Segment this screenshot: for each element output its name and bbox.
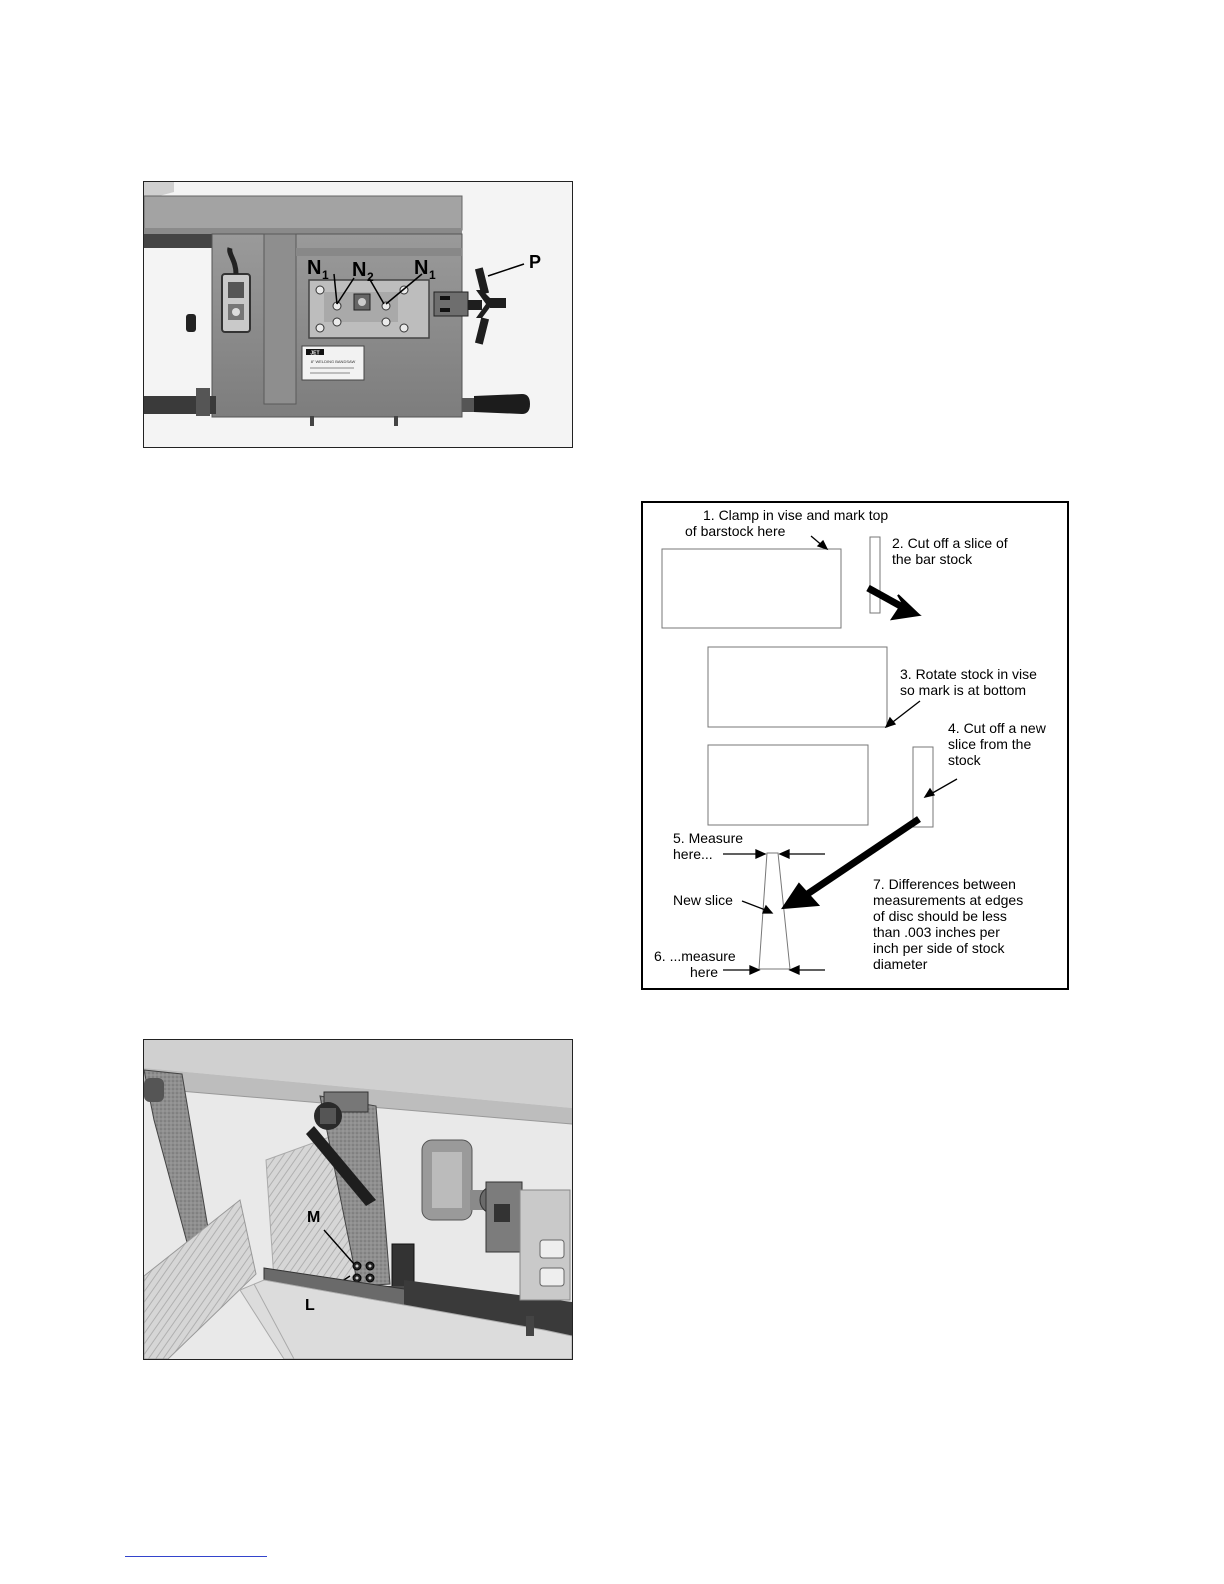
label-n2-sub: 2 <box>367 270 374 284</box>
step4-text-line3: stock <box>948 752 981 768</box>
label-l: L <box>305 1297 315 1314</box>
label-m: M <box>307 1209 321 1226</box>
bandsaw-head-photo <box>143 181 573 448</box>
step3-text-line2: so mark is at bottom <box>900 682 1027 698</box>
slice-2 <box>913 747 933 827</box>
blade-guide-photo <box>143 1039 573 1360</box>
step6-text-line2: here <box>690 964 719 980</box>
label-n2: N <box>352 259 367 281</box>
step7-text-line4: than .003 inches per <box>873 924 1000 940</box>
blade-guide-illustration <box>144 1040 572 1359</box>
barstock-2 <box>708 745 868 825</box>
label-n1-left-sub: 1 <box>322 268 329 282</box>
step7-text-line6: diameter <box>873 956 928 972</box>
nameplate-text: 8" WELDING BANDSAW <box>310 359 356 364</box>
label-n1-right-sub: 1 <box>429 268 436 282</box>
barstock-1 <box>662 549 841 628</box>
slice-1 <box>870 537 880 613</box>
step7-text-line2: measurements at edges <box>873 892 1024 908</box>
blade-square-test-diagram <box>641 501 1069 990</box>
new-slice-label: New slice <box>673 892 733 908</box>
label-p: P <box>529 252 542 272</box>
step1-text-line2: of barstock here <box>685 523 786 539</box>
step4-text-line2: slice from the <box>948 736 1032 752</box>
step4-text-line1: 4. Cut off a new <box>948 720 1046 736</box>
barstock-rotated <box>708 647 887 727</box>
diagram-drawing <box>643 503 1067 988</box>
step1-text-line1: 1. Clamp in vise and mark top <box>703 507 889 523</box>
step7-text-line5: inch per side of stock <box>873 940 1005 956</box>
step7-text-line1: 7. Differences between <box>873 876 1016 892</box>
nameplate-logo: JET <box>310 350 320 357</box>
step7-text-line3: of disc should be less <box>873 908 1007 924</box>
bandsaw-head-illustration <box>144 182 572 447</box>
step6-text-line1: 6. ...measure <box>654 948 736 964</box>
label-n1-left: N <box>307 257 322 279</box>
step5-text-line1: 5. Measure <box>673 830 744 846</box>
footer-rule <box>125 1556 267 1557</box>
step2-text-line1: 2. Cut off a slice of <box>892 535 1008 551</box>
step5-text-line2: here... <box>673 846 713 862</box>
step2-text-line2: the bar stock <box>892 551 973 567</box>
step3-text-line1: 3. Rotate stock in vise <box>900 666 1037 682</box>
label-n1-right: N <box>414 257 429 279</box>
